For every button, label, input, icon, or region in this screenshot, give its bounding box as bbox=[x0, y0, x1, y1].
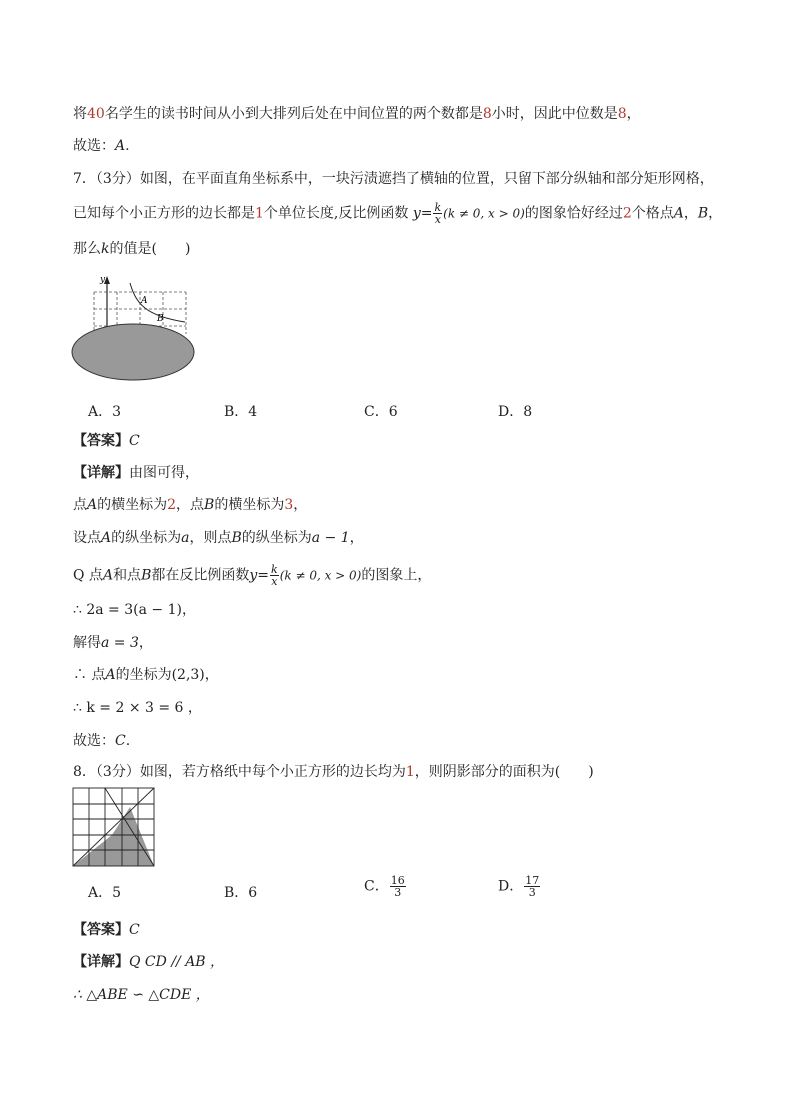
number: 2 bbox=[167, 497, 177, 513]
denominator: x bbox=[434, 213, 441, 226]
q7-step8 bbox=[73, 732, 130, 750]
q7-step4: ∴ 2a = 3(a − 1)， bbox=[73, 602, 196, 618]
q8-similar bbox=[73, 986, 210, 1004]
number: 3 bbox=[284, 497, 294, 513]
answer-label: 【答案】 bbox=[73, 922, 129, 938]
numerator: 17 bbox=[525, 874, 540, 887]
text: 8．（3分）如图，若方格纸中每个小正方形的边长均为 bbox=[73, 764, 406, 780]
q7-step7: ∴ k = 2 × 3 = 6 ， bbox=[73, 700, 202, 716]
detail-label: 【详解】 bbox=[73, 954, 129, 970]
text: 解得 bbox=[73, 635, 101, 651]
text: 的横坐标为 bbox=[97, 497, 168, 513]
text: ， bbox=[293, 497, 308, 513]
q7-step5 bbox=[73, 634, 153, 652]
q7-option-b: B．4 bbox=[224, 404, 258, 420]
point: A bbox=[673, 205, 684, 222]
text: Q 点 bbox=[73, 567, 103, 584]
q7-option-c: C．6 bbox=[364, 404, 398, 420]
condition: (k ≠ 0, x > 0) bbox=[443, 206, 525, 221]
text: ， bbox=[349, 530, 364, 546]
answer-value: C bbox=[129, 433, 140, 449]
text: 个格点 bbox=[631, 205, 674, 222]
text: ，则阴影部分的面积为( ) bbox=[414, 764, 594, 780]
text: ， bbox=[683, 205, 698, 222]
numerator: k bbox=[434, 201, 442, 214]
text: 由图可得， bbox=[129, 465, 199, 481]
text: 故选： bbox=[73, 138, 115, 154]
q8-option-b: B．6 bbox=[224, 885, 258, 901]
q7-option-d: D．8 bbox=[498, 404, 533, 420]
point: A bbox=[101, 530, 112, 546]
prev-choose-line bbox=[73, 137, 130, 155]
point: A bbox=[105, 667, 116, 683]
q7-detail bbox=[73, 464, 199, 482]
text: 点 bbox=[73, 497, 87, 513]
var: y bbox=[249, 567, 258, 584]
q7-answer bbox=[73, 432, 140, 450]
denominator: 3 bbox=[394, 886, 402, 899]
point: B bbox=[231, 530, 242, 546]
text: 的横坐标为 bbox=[214, 497, 285, 513]
text: 名学生的读书时间从小到大排列后处在中间位置的两个数都是 bbox=[104, 106, 483, 122]
shaded-region bbox=[73, 807, 154, 866]
text: = bbox=[257, 567, 270, 584]
answer-value: C bbox=[129, 922, 140, 938]
number: 1 bbox=[405, 764, 415, 780]
text: 小时，因此中位数是 bbox=[491, 106, 618, 122]
ink-stain bbox=[72, 324, 194, 380]
expression: (2,3) bbox=[171, 667, 205, 683]
q8-option-c bbox=[364, 875, 407, 898]
text: D． bbox=[498, 878, 524, 895]
q8-option-d bbox=[498, 875, 541, 898]
q8-grid-figure bbox=[72, 787, 156, 867]
text: 的坐标为 bbox=[115, 667, 172, 683]
text: = bbox=[420, 205, 433, 222]
text: ， bbox=[708, 205, 723, 222]
denominator: x bbox=[271, 575, 278, 588]
q7-step2 bbox=[73, 529, 364, 547]
point-b-label: B bbox=[157, 314, 164, 324]
text: ，点 bbox=[176, 497, 205, 513]
expression: Q CD // AB ， bbox=[129, 954, 225, 970]
point-a-label: A bbox=[141, 296, 148, 306]
number: 1 bbox=[255, 205, 264, 222]
text: 的图象上， bbox=[361, 567, 432, 584]
text: ，则点 bbox=[189, 530, 232, 546]
q7-line2 bbox=[73, 202, 722, 225]
point: B bbox=[141, 567, 152, 584]
text: 故选： bbox=[73, 733, 115, 749]
point: A bbox=[102, 567, 114, 584]
text: 的纵坐标为 bbox=[241, 530, 312, 546]
choice-letter: A bbox=[115, 138, 126, 154]
number: 8 bbox=[617, 106, 627, 122]
answer-label: 【答案】 bbox=[73, 433, 129, 449]
detail-label: 【详解】 bbox=[73, 465, 129, 481]
number: 8 bbox=[482, 106, 492, 122]
text: 的图象恰好经过 bbox=[524, 205, 623, 222]
q8-detail bbox=[73, 953, 224, 971]
number: 40 bbox=[87, 106, 105, 122]
expression: a − 1 bbox=[311, 530, 350, 546]
number: 2 bbox=[622, 205, 632, 222]
q8-header bbox=[73, 763, 594, 781]
var: k bbox=[101, 241, 110, 257]
q7-header: 7．（3分）如图，在平面直角坐标系中，一块污渍遮挡了横轴的位置，只留下部分纵轴和部分矩形网格， bbox=[73, 171, 714, 187]
fraction bbox=[390, 875, 406, 898]
text: ∴ 点 bbox=[73, 667, 106, 683]
prev-solution-line bbox=[73, 105, 641, 123]
fraction bbox=[524, 875, 540, 898]
y-label: y bbox=[100, 275, 106, 285]
numerator: k bbox=[271, 563, 278, 576]
text: ， bbox=[204, 667, 219, 683]
condition: (k ≠ 0, x > 0) bbox=[279, 568, 362, 583]
text: 个单位长度,反比例函数 bbox=[263, 205, 409, 222]
var: a bbox=[181, 530, 190, 546]
fraction bbox=[270, 564, 279, 587]
q8-answer bbox=[73, 921, 140, 939]
q7-line3 bbox=[73, 240, 190, 258]
text: 将 bbox=[73, 106, 87, 122]
expression: a = 3 bbox=[101, 635, 139, 651]
text: 的值是( ) bbox=[109, 241, 191, 257]
q7-option-a: A．3 bbox=[88, 404, 122, 420]
q7-step3 bbox=[73, 564, 431, 587]
text: . bbox=[125, 138, 130, 154]
q7-step1 bbox=[73, 496, 307, 514]
text: ， bbox=[138, 635, 153, 651]
choice-letter: C bbox=[115, 733, 126, 749]
var: y bbox=[412, 205, 421, 222]
text: 和点 bbox=[113, 567, 142, 584]
point: A bbox=[87, 497, 98, 513]
text: ， bbox=[626, 106, 641, 122]
q7-step6 bbox=[73, 666, 219, 684]
text: 设点 bbox=[73, 530, 101, 546]
text: 都在反比例函数 bbox=[151, 567, 250, 584]
text: 的纵坐标为 bbox=[111, 530, 182, 546]
text: 那么 bbox=[73, 241, 101, 257]
q8-option-a: A．5 bbox=[88, 885, 122, 901]
point: B bbox=[697, 205, 709, 222]
denominator: 3 bbox=[528, 886, 536, 899]
text: 已知每个小正方形的边长都是 bbox=[73, 205, 255, 222]
text: . bbox=[125, 733, 131, 749]
numerator: 16 bbox=[390, 874, 405, 887]
point: B bbox=[204, 497, 215, 513]
text: C． bbox=[364, 878, 389, 895]
expression: ∴ △ABE ∽ △CDE ， bbox=[73, 987, 210, 1003]
q7-figure bbox=[70, 272, 200, 384]
fraction bbox=[433, 202, 442, 225]
